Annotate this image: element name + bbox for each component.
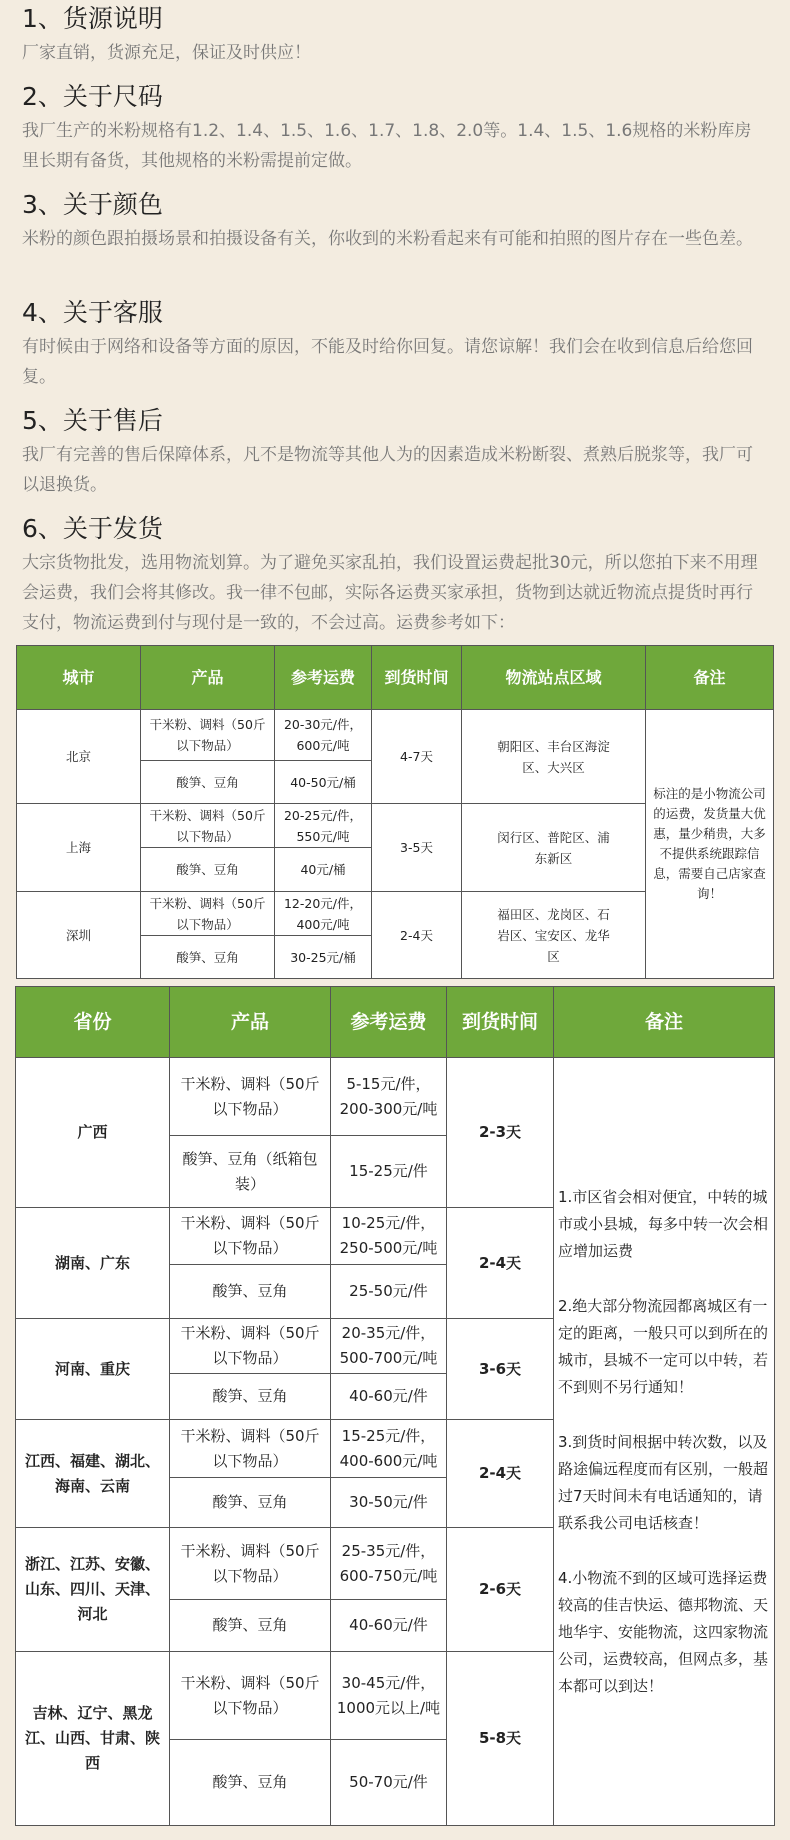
product-cell: 酸笋、豆角 xyxy=(170,1478,331,1528)
header-city: 城市 xyxy=(17,646,141,710)
province-cell: 浙江、江苏、安徽、山东、四川、天津、河北 xyxy=(16,1528,170,1652)
fee-cell: 30-25元/桶 xyxy=(275,936,372,979)
fee-cell: 15-25元/件，400-600元/吨 xyxy=(331,1420,447,1478)
header-fee: 参考运费 xyxy=(275,646,372,710)
header-note: 备注 xyxy=(646,646,774,710)
header-time: 到货时间 xyxy=(372,646,462,710)
province-cell: 河南、重庆 xyxy=(16,1319,170,1420)
province-cell: 吉林、辽宁、黑龙江、山西、甘肃、陕西 xyxy=(16,1652,170,1826)
section-service xyxy=(22,296,768,392)
province-shipping-table xyxy=(15,986,775,1826)
fee-cell: 40-50元/桶 xyxy=(275,761,372,804)
header-product: 产品 xyxy=(141,646,275,710)
note-cell: 标注的是小物流公司的运费，发货量大优惠，量少稍贵，大多不提供系统跟踪信息，需要自己店家查询！ xyxy=(646,710,774,979)
header-time: 到货时间 xyxy=(447,987,554,1058)
product-cell: 酸笋、豆角（纸箱包装） xyxy=(170,1136,331,1208)
section-body: 厂家直销，货源充足，保证及时供应！ xyxy=(22,43,311,63)
product-cell: 酸笋、豆角 xyxy=(170,1265,331,1319)
fee-cell: 30-45元/件，1000元以上/吨 xyxy=(331,1652,447,1740)
city-cell: 上海 xyxy=(17,804,141,892)
note-item: 3.到货时间根据中转次数，以及路途偏远程度而有区别，一般超过7天时间未有电话通知的，请联系我公司电话核查！ xyxy=(558,1432,769,1532)
product-cell: 干米粉、调料（50斤以下物品） xyxy=(170,1208,331,1265)
product-cell: 酸笋、豆角 xyxy=(170,1374,331,1420)
section-body: 有时候由于网络和设备等方面的原因，不能及时给你回复。请您谅解！我们会在收到信息后给您回复。 xyxy=(22,337,753,387)
city-shipping-table xyxy=(16,645,774,979)
fee-cell: 20-30元/件，600元/吨 xyxy=(275,710,372,761)
time-cell: 2-6天 xyxy=(447,1528,554,1652)
time-cell: 3-5天 xyxy=(372,804,462,892)
time-cell: 3-6天 xyxy=(447,1319,554,1420)
section-title: 1、货源说明 xyxy=(22,4,163,33)
product-cell: 干米粉、调料（50斤以下物品） xyxy=(170,1652,331,1740)
section-title: 5、关于售后 xyxy=(22,406,163,435)
section-source xyxy=(22,2,768,68)
product-cell: 干米粉、调料（50斤以下物品） xyxy=(141,710,275,761)
section-title: 2、关于尺码 xyxy=(22,82,163,111)
fee-cell: 40-60元/件 xyxy=(331,1600,447,1652)
header-province: 省份 xyxy=(16,987,170,1058)
province-cell: 江西、福建、湖北、海南、云南 xyxy=(16,1420,170,1528)
time-cell: 2-4天 xyxy=(372,892,462,979)
section-title: 3、关于颜色 xyxy=(22,190,163,219)
table-row xyxy=(17,710,774,761)
area-cell: 闵行区、普陀区、浦东新区 xyxy=(462,804,646,892)
area-cell: 朝阳区、丰台区海淀区、大兴区 xyxy=(462,710,646,804)
product-cell: 干米粉、调料（50斤以下物品） xyxy=(170,1420,331,1478)
table-header-row xyxy=(17,646,774,710)
table-row xyxy=(16,1058,775,1136)
fee-cell: 10-25元/件，250-500元/吨 xyxy=(331,1208,447,1265)
fee-cell: 30-50元/件 xyxy=(331,1478,447,1528)
table-header-row xyxy=(16,987,775,1058)
section-body: 我厂有完善的售后保障体系，凡不是物流等其他人为的因素造成米粉断裂、煮熟后脱浆等，我厂可以退换货。 xyxy=(22,445,753,495)
section-shipping xyxy=(22,512,768,638)
section-aftersale xyxy=(22,404,768,500)
time-cell: 2-4天 xyxy=(447,1420,554,1528)
product-cell: 干米粉、调料（50斤以下物品） xyxy=(141,892,275,936)
section-body: 大宗货物批发，选用物流划算。为了避免买家乱拍，我们设置运费起批30元，所以您拍下来不用理会运费，我们会将其修改。我一律不包邮，实际各运费买家承担，货物到达就近物流点提货时再行支付，物流运费到付与现付是一致的，不会过高。运费参考如下： xyxy=(22,553,758,633)
note-cell xyxy=(554,1058,775,1826)
header-product: 产品 xyxy=(170,987,331,1058)
province-cell: 广西 xyxy=(16,1058,170,1208)
fee-cell: 12-20元/件，400元/吨 xyxy=(275,892,372,936)
product-cell: 酸笋、豆角 xyxy=(170,1600,331,1652)
header-note: 备注 xyxy=(554,987,775,1058)
fee-cell: 20-25元/件，550元/吨 xyxy=(275,804,372,848)
product-cell: 酸笋、豆角 xyxy=(141,848,275,892)
product-cell: 干米粉、调料（50斤以下物品） xyxy=(170,1528,331,1600)
fee-cell: 40-60元/件 xyxy=(331,1374,447,1420)
section-body: 米粉的颜色跟拍摄场景和拍摄设备有关，你收到的米粉看起来有可能和拍照的图片存在一些色差。 xyxy=(22,229,753,249)
header-fee: 参考运费 xyxy=(331,987,447,1058)
fee-cell: 5-15元/件，200-300元/吨 xyxy=(331,1058,447,1136)
fee-cell: 40元/桶 xyxy=(275,848,372,892)
time-cell: 2-4天 xyxy=(447,1208,554,1319)
fee-cell: 25-35元/件，600-750元/吨 xyxy=(331,1528,447,1600)
note-item: 2.绝大部分物流园都离城区有一定的距离，一般只可以到所在的城市，县城不一定可以中转，若不到则不另行通知！ xyxy=(558,1296,769,1396)
product-cell: 酸笋、豆角 xyxy=(141,761,275,804)
fee-cell: 50-70元/件 xyxy=(331,1740,447,1826)
section-title: 4、关于客服 xyxy=(22,298,163,327)
section-title: 6、关于发货 xyxy=(22,514,163,543)
section-color xyxy=(22,188,768,254)
province-cell: 湖南、广东 xyxy=(16,1208,170,1319)
product-cell: 酸笋、豆角 xyxy=(141,936,275,979)
area-cell: 福田区、龙岗区、石岩区、宝安区、龙华区 xyxy=(462,892,646,979)
city-cell: 北京 xyxy=(17,710,141,804)
section-size xyxy=(22,80,768,176)
product-cell: 干米粉、调料（50斤以下物品） xyxy=(170,1058,331,1136)
product-cell: 干米粉、调料（50斤以下物品） xyxy=(170,1319,331,1374)
header-area: 物流站点区域 xyxy=(462,646,646,710)
note-item: 1.市区省会相对便宜，中转的城市或小县城，每多中转一次会相应增加运费 xyxy=(558,1187,769,1260)
time-cell: 2-3天 xyxy=(447,1058,554,1208)
city-cell: 深圳 xyxy=(17,892,141,979)
note-item: 4.小物流不到的区域可选择运费较高的佳吉快运、德邦物流、天地华宇、安能物流，这四家物流公司，运费较高，但网点多，基本都可以到达！ xyxy=(558,1568,769,1695)
product-cell: 干米粉、调料（50斤以下物品） xyxy=(141,804,275,848)
product-cell: 酸笋、豆角 xyxy=(170,1740,331,1826)
fee-cell: 25-50元/件 xyxy=(331,1265,447,1319)
section-body: 我厂生产的米粉规格有1.2、1.4、1.5、1.6、1.7、1.8、2.0等。1.4、1.5、1.6规格的米粉库房里长期有备货，其他规格的米粉需提前定做。 xyxy=(22,121,752,171)
time-cell: 4-7天 xyxy=(372,710,462,804)
fee-cell: 20-35元/件，500-700元/吨 xyxy=(331,1319,447,1374)
fee-cell: 15-25元/件 xyxy=(331,1136,447,1208)
time-cell: 5-8天 xyxy=(447,1652,554,1826)
